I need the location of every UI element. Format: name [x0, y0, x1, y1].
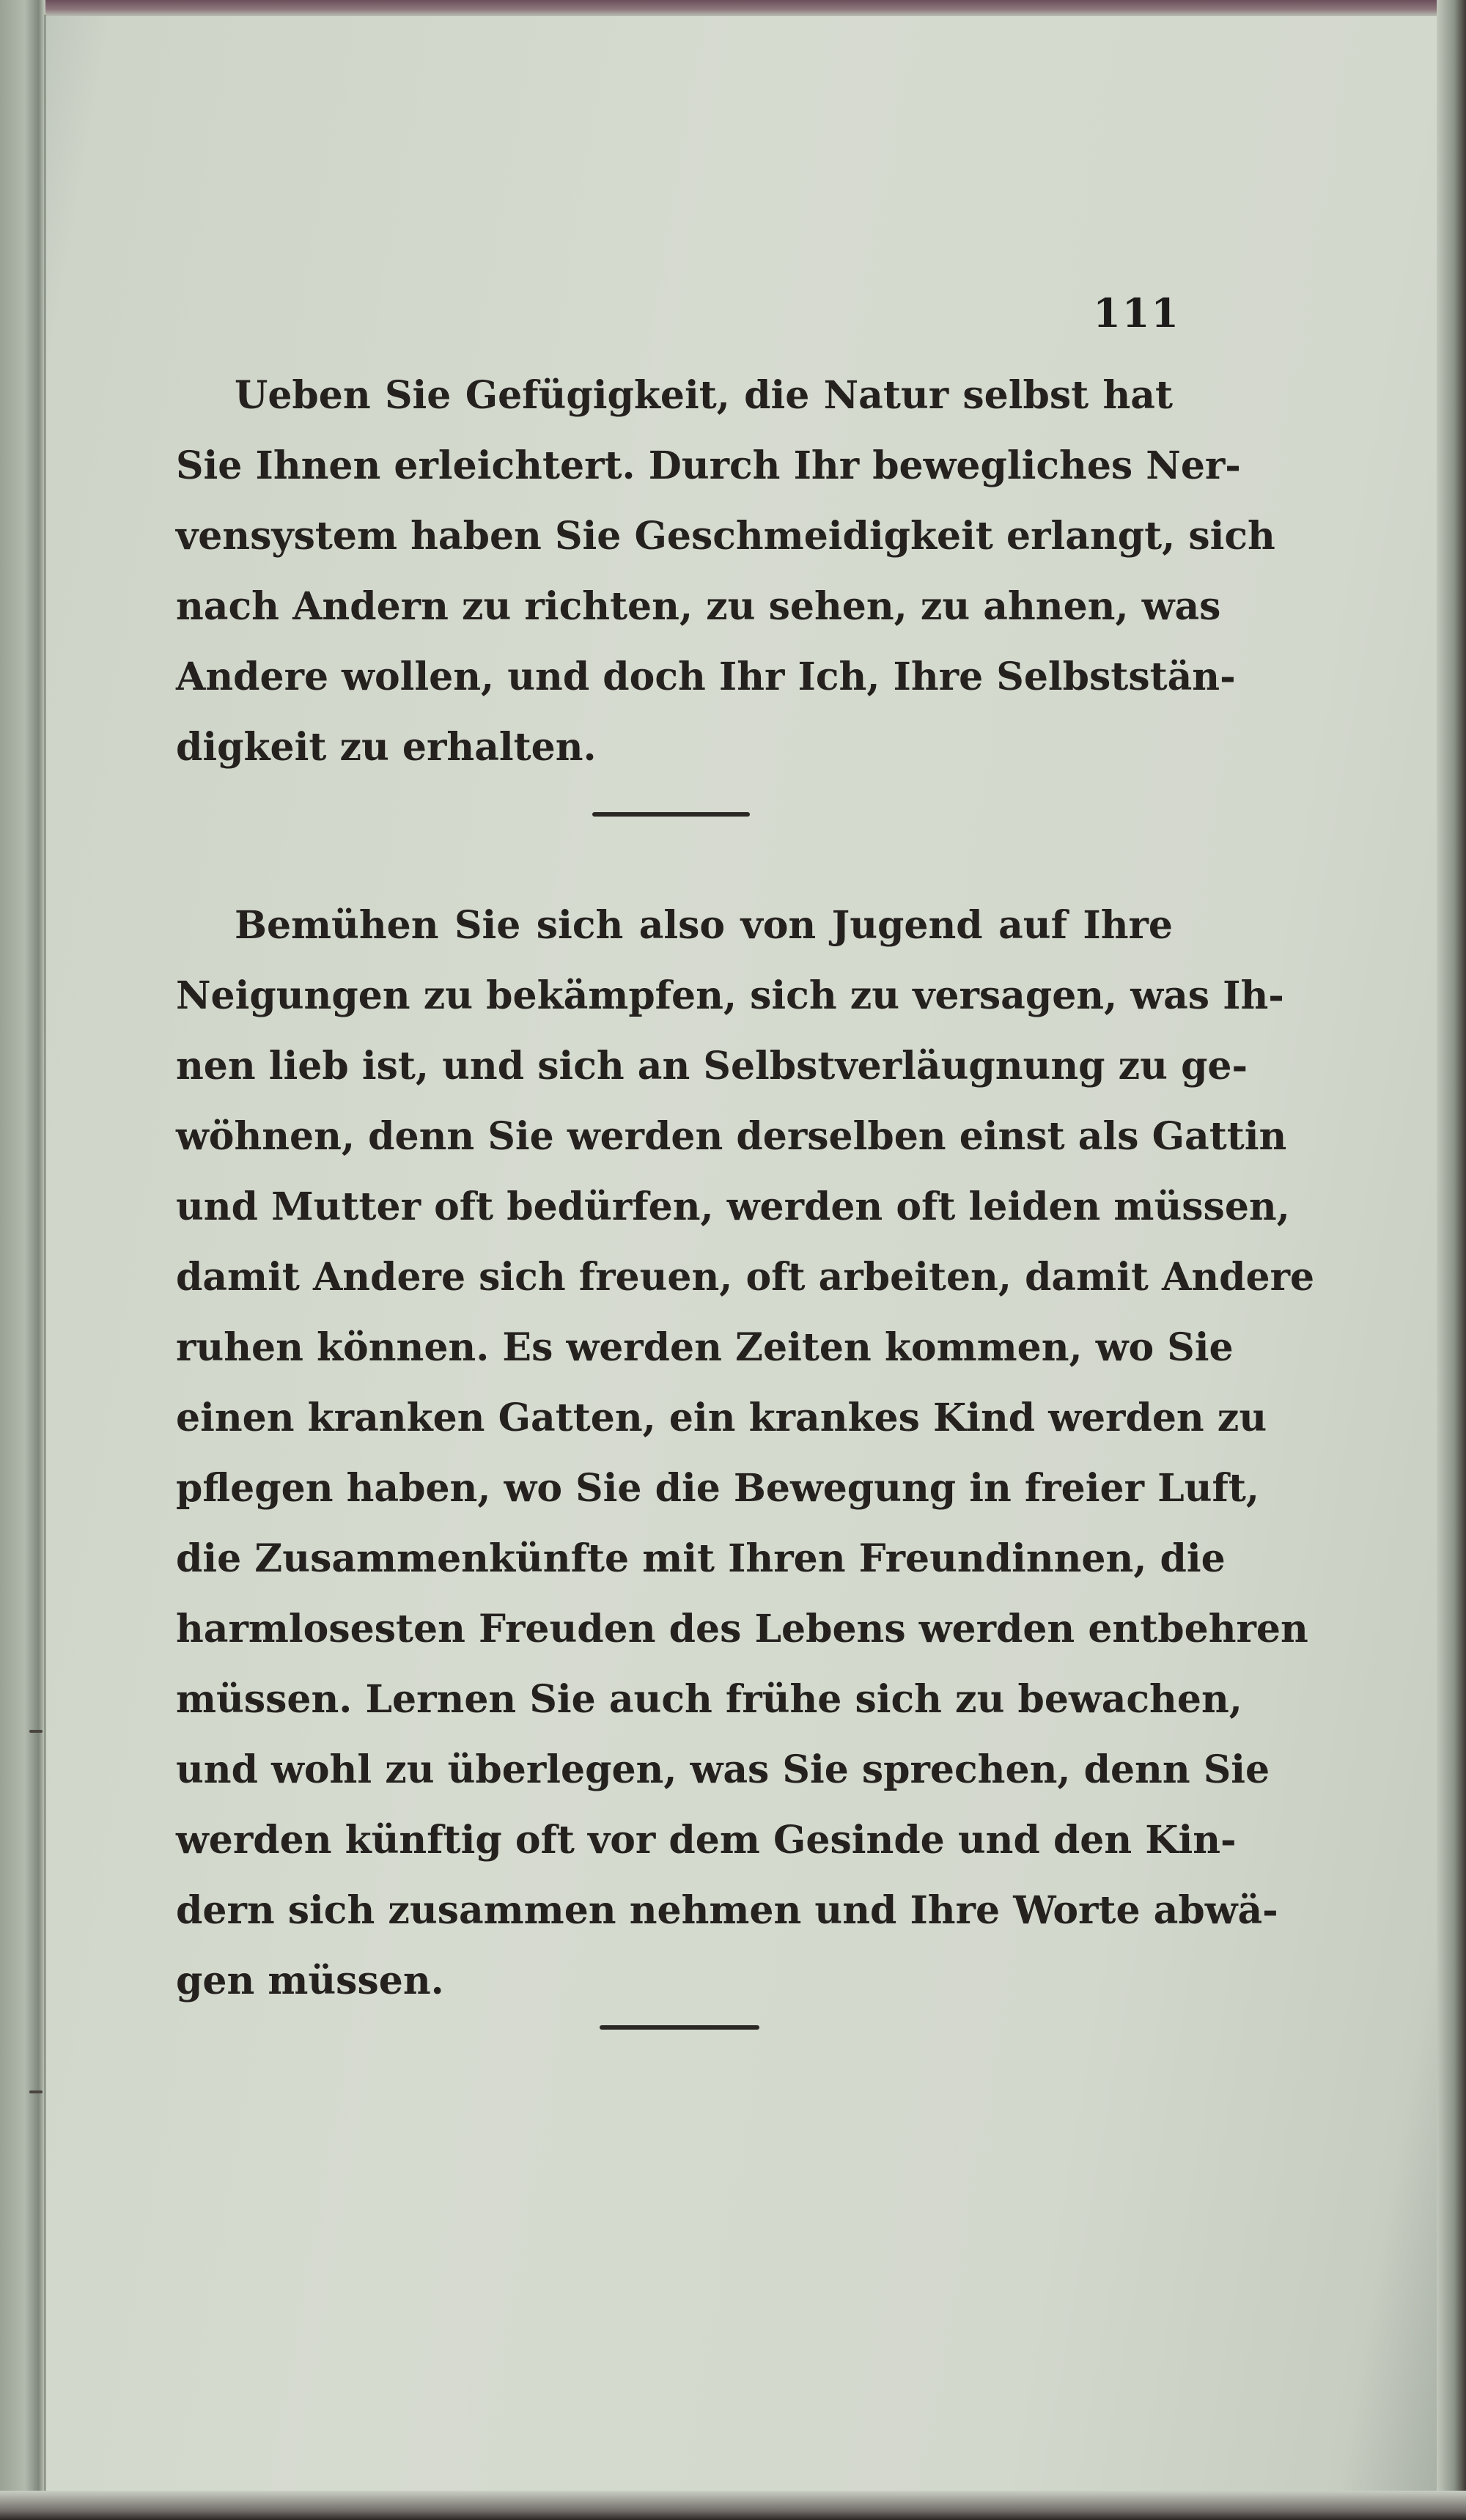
- text-line: vensystem haben Sie Geschmeidigkeit erlangt, sich: [176, 514, 1275, 559]
- margin-mark: [29, 2090, 43, 2093]
- text-line: harmlosesten Freuden des Lebens werden entbehren: [176, 1607, 1308, 1651]
- text-line: Andere wollen, und doch Ihr Ich, Ihre Selbststän-: [176, 655, 1236, 699]
- text-line: nach Andern zu richten, zu sehen, zu ahnen, was: [176, 584, 1221, 629]
- page-number: 111: [1093, 290, 1180, 336]
- right-page-edge: [1437, 0, 1466, 2520]
- text-line: damit Andere sich freuen, oft arbeiten, damit Andere: [176, 1255, 1315, 1300]
- text-line: ruhen können. Es werden Zeiten kommen, wo Sie: [176, 1325, 1234, 1370]
- text-line: werden künftig oft vor dem Gesinde und den Kin-: [176, 1818, 1237, 1863]
- section-divider: [592, 812, 750, 817]
- text-line: pflegen haben, wo Sie die Bewegung in freier Luft,: [176, 1466, 1259, 1511]
- text-line: Bemühen Sie sich also von Jugend auf Ihre: [235, 903, 1173, 948]
- text-line: einen kranken Gatten, ein krankes Kind werden zu: [176, 1396, 1267, 1440]
- margin-mark: [29, 1730, 43, 1733]
- text-line: und wohl zu überlegen, was Sie sprechen, denn Sie: [176, 1747, 1270, 1792]
- page-fold-line: [44, 15, 46, 2507]
- paragraph-2: [176, 891, 1315, 2016]
- text-line: Neigungen zu bekämpfen, sich zu versagen, was Ih-: [176, 973, 1284, 1018]
- text-line: wöhnen, denn Sie werden derselben einst als Gattin: [176, 1114, 1287, 1159]
- section-divider: [600, 2025, 759, 2030]
- paragraph-1: [176, 361, 1275, 783]
- text-line: nen lieb ist, und sich an Selbstverläugnung zu ge-: [176, 1044, 1248, 1088]
- text-line: und Mutter oft bedürfen, werden oft leiden müssen,: [176, 1185, 1290, 1229]
- text-line: Sie Ihnen erleichtert. Durch Ihr bewegliches Ner-: [176, 443, 1241, 488]
- left-binding-edge: [0, 0, 45, 2520]
- bottom-page-edge: [0, 2491, 1466, 2520]
- text-line: müssen. Lernen Sie auch frühe sich zu bewachen,: [176, 1677, 1242, 1722]
- text-line: digkeit zu erhalten.: [176, 725, 597, 770]
- text-line: gen müssen.: [176, 1959, 444, 2003]
- text-line: dern sich zusammen nehmen und Ihre Worte abwä-: [176, 1888, 1278, 1933]
- top-binding-edge: [0, 0, 1466, 16]
- text-line: Ueben Sie Gefügigkeit, die Natur selbst hat: [235, 373, 1173, 418]
- text-line: die Zusammenkünfte mit Ihren Freundinnen, die: [176, 1536, 1226, 1581]
